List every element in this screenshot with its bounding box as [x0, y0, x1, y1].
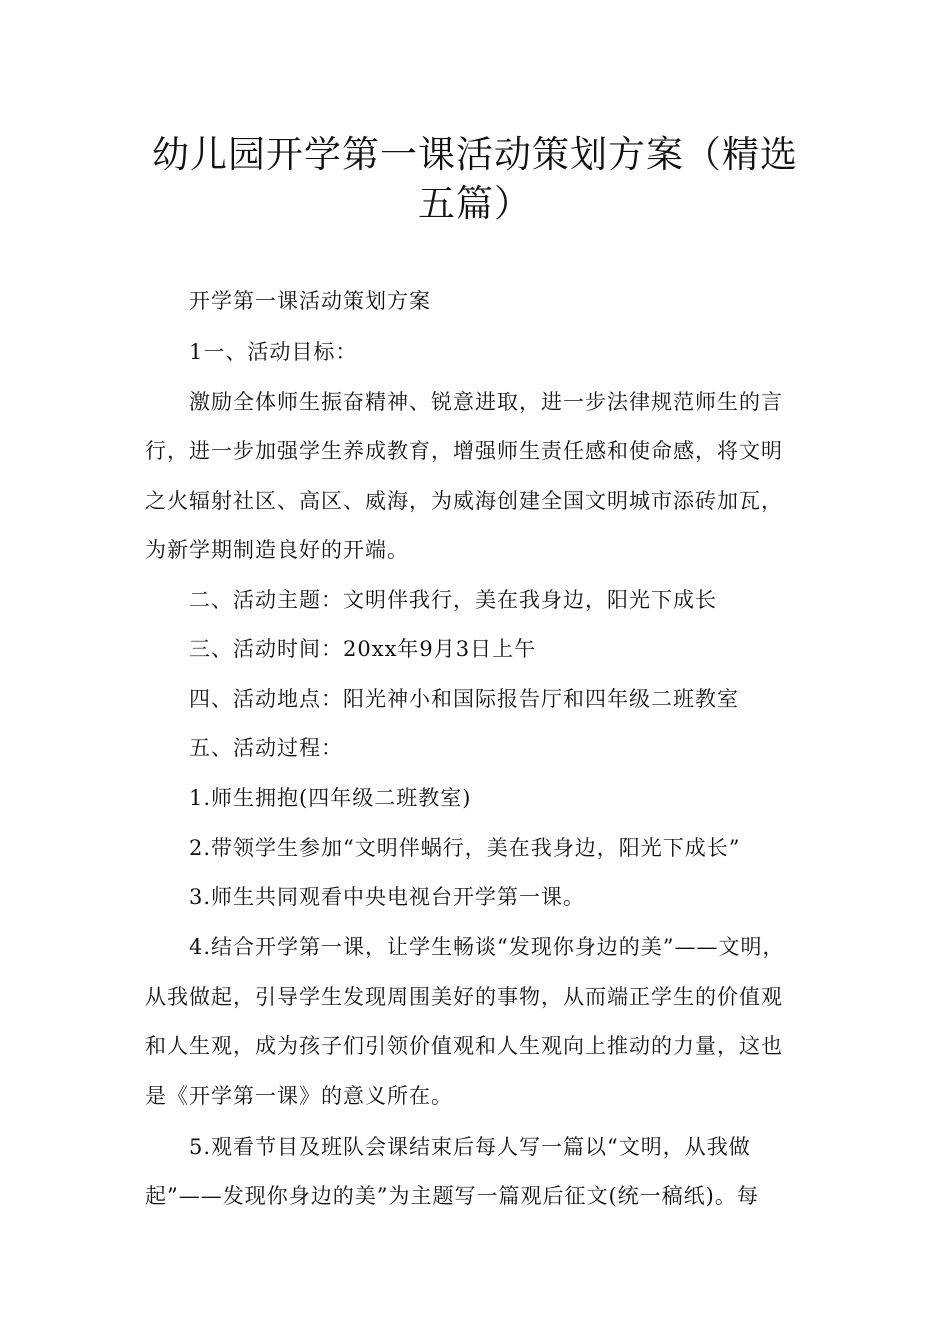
goal-paragraph-line: 激励全体师生振奋精神、锐意进取，进一步法律规范师生的言	[189, 390, 783, 414]
document-title: 幼儿园开学第一课活动策划方案（精选	[152, 133, 798, 176]
process-item: 3.师生共同观看中央电视台开学第一课。	[189, 885, 586, 909]
process-item-line: 是《开学第一课》的意义所在。	[145, 1084, 453, 1108]
process-item: 2.带领学生参加“文明伴蜗行，美在我身边，阳光下成长”	[189, 836, 741, 860]
goal-paragraph-line: 之火辐射社区、高区、威海，为威海创建全国文明城市添砖加瓦，	[145, 489, 783, 513]
process-item-line: 从我做起，引导学生发现周围美好的事物，从而端正学生的价值观	[145, 985, 783, 1009]
document-title-continued: 五篇）	[418, 182, 532, 225]
process-item-line: 和人生观，成为孩子们引领价值观和人生观向上推动的力量，这也	[145, 1034, 783, 1058]
goal-paragraph-line: 行，进一步加强学生养成教育，增强师生责任感和使命感，将文明	[145, 439, 783, 463]
process-item-line: 起”——发现你身边的美”为主题写一篇观后征文(统一稿纸)。每	[145, 1184, 759, 1208]
location-line: 四、活动地点：阳光神小和国际报告厅和四年级二班教室	[189, 687, 739, 711]
time-line: 三、活动时间：20xx年9月3日上午	[189, 637, 537, 661]
process-heading: 五、活动过程：	[189, 736, 343, 760]
goal-paragraph-line: 为新学期制造良好的开端。	[145, 538, 409, 562]
process-item-line: 4.结合开学第一课，让学生畅谈“发现你身边的美”——文明，	[189, 935, 785, 959]
theme-line: 二、活动主题：文明伴我行，美在我身边，阳光下成长	[189, 588, 717, 612]
process-item: 1.师生拥抱(四年级二班教室)	[189, 786, 472, 810]
process-item-line: 5.观看节目及班队会课结束后每人写一篇以“文明，从我做	[189, 1135, 751, 1159]
section-heading: 开学第一课活动策划方案	[189, 289, 431, 313]
goal-heading: 1一、活动目标：	[189, 340, 358, 364]
